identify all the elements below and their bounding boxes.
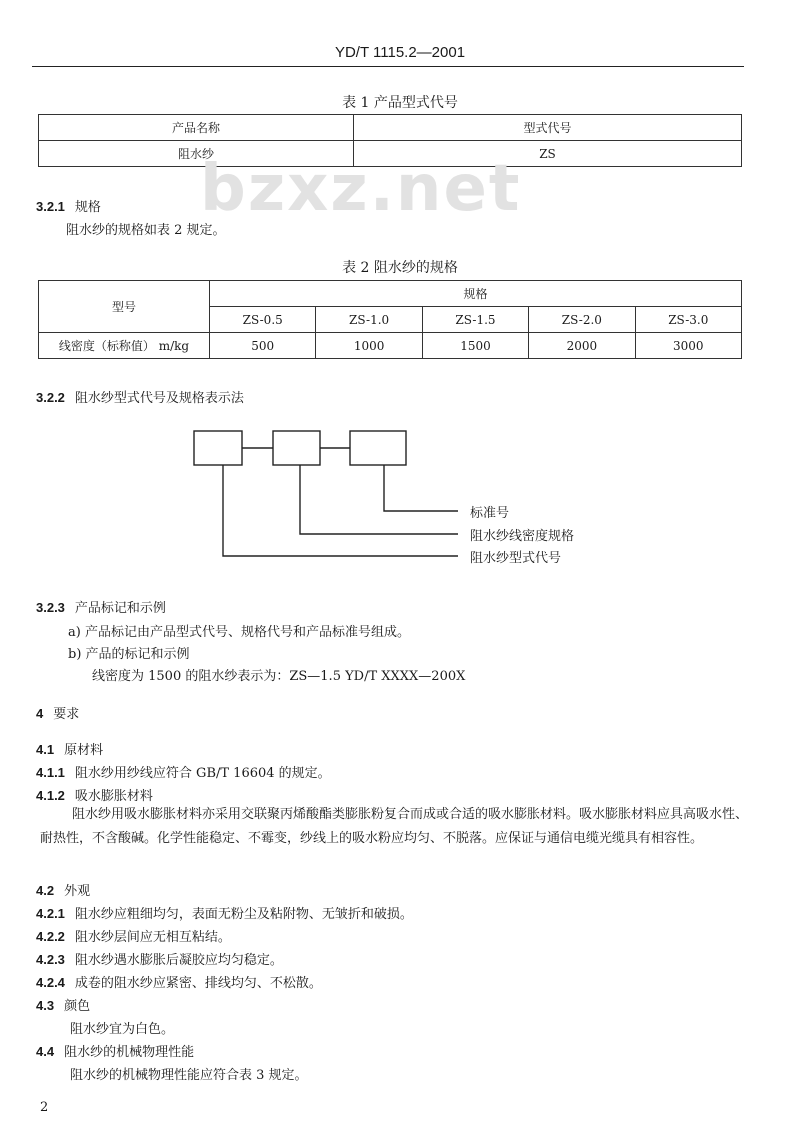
section-4-2-heading <box>36 880 90 899</box>
diagram-label-type: 阻水纱型式代号 <box>470 551 562 566</box>
table1-header-code: 型式代号 <box>354 115 742 141</box>
section-number: 3.2.1 <box>36 199 65 214</box>
table1-header-name: 产品名称 <box>39 115 354 141</box>
section-number: 3.2.3 <box>36 600 65 615</box>
section-title: 原材料 <box>64 743 104 758</box>
table2-model: ZS-3.0 <box>635 307 741 333</box>
section-number: 4.1 <box>36 742 55 757</box>
section-title: 阻水纱的机械物理性能 <box>64 1045 195 1060</box>
section-4-3-text: 阻水纱宜为白色。 <box>70 1022 175 1037</box>
table2-caption: 表 2 阻水纱的规格 <box>342 260 458 276</box>
section-text: 阻水纱用纱线应符合 GB/T 16604 的规定。 <box>74 766 331 781</box>
section-4-2-1 <box>36 903 413 922</box>
section-number: 4.1.1 <box>36 765 65 780</box>
section-3-2-3-example: 线密度为 1500 的阻水纱表示为：ZS—1.5 YD/T XXXX—200X <box>92 669 466 684</box>
section-number: 4.2.1 <box>36 906 65 921</box>
table2-model: ZS-1.5 <box>422 307 528 333</box>
diagram-box-standard <box>350 431 406 465</box>
section-title: 外观 <box>64 884 91 899</box>
table2-model: ZS-2.0 <box>529 307 635 333</box>
section-title: 颜色 <box>64 999 91 1014</box>
section-text: 阻水纱应粗细均匀，表面无粉尘及粘附物、无皱折和破损。 <box>74 907 413 922</box>
section-4-2-4 <box>36 972 322 991</box>
section-text: 阻水纱遇水膨胀后凝胶应均匀稳定。 <box>74 953 283 968</box>
table1-cell-name: 阻水纱 <box>39 141 354 167</box>
diagram-label-spec: 阻水纱线密度规格 <box>470 529 575 544</box>
diagram-leader-standard <box>384 465 458 511</box>
table2-value: 2000 <box>529 333 635 359</box>
section-title: 阻水纱型式代号及规格表示法 <box>74 391 244 406</box>
diagram-box-spec <box>273 431 320 465</box>
section-4-4-heading <box>36 1041 194 1060</box>
section-text: 成卷的阻水纱应紧密、排线均匀、不松散。 <box>74 976 322 991</box>
section-title: 规格 <box>74 200 101 215</box>
section-number: 4 <box>36 706 44 721</box>
section-number: 4.1.2 <box>36 788 65 803</box>
section-4-1-2-heading <box>36 785 153 804</box>
table2-model: ZS-1.0 <box>316 307 422 333</box>
table2-model: ZS-0.5 <box>210 307 316 333</box>
section-4-1-2-paragraph: 阻水纱用吸水膨胀材料亦采用交联聚丙烯酸酯类膨胀粉复合而成或合适的吸水膨胀材料。吸水膨胀材料应具高吸水性、耐热性，不含酸碱。化学性能稳定、不霉变，纱线上的吸水粉应均匀、不脱落。应保证与通信电缆光缆具有相容性。 <box>40 807 749 846</box>
section-4-2-2 <box>36 926 231 945</box>
standard-number-header: YD/T 1115.2—2001 <box>334 44 466 61</box>
table1-cell-code: ZS <box>354 141 742 167</box>
section-text: 阻水纱层间应无相互粘结。 <box>74 930 231 945</box>
table2-value: 1000 <box>316 333 422 359</box>
section-3-2-3-heading <box>36 597 166 616</box>
section-4-1-1 <box>36 762 331 781</box>
table1-caption: 表 1 产品型式代号 <box>342 95 458 111</box>
diagram-label-standard: 标准号 <box>470 506 510 521</box>
table2-value: 1500 <box>422 333 528 359</box>
section-number: 4.4 <box>36 1044 55 1059</box>
section-4-1-heading <box>36 739 103 758</box>
section-3-2-3-item-a: a) 产品标记由产品型式代号、规格代号和产品标准号组成。 <box>68 625 410 640</box>
section-title: 产品标记和示例 <box>74 601 166 616</box>
watermark: bzxz.net <box>200 152 522 226</box>
section-number: 4.2.4 <box>36 975 65 990</box>
section-title: 吸水膨胀材料 <box>74 789 153 804</box>
table2-value: 3000 <box>635 333 741 359</box>
table2-value: 500 <box>210 333 316 359</box>
section-number: 4.2.2 <box>36 929 65 944</box>
page-number: 2 <box>40 1100 49 1115</box>
section-number: 4.3 <box>36 998 55 1013</box>
section-4-2-3 <box>36 949 283 968</box>
section-title: 要求 <box>53 707 80 722</box>
table2-row-label: 线密度（标称值） m/kg <box>39 333 210 359</box>
section-3-2-1-text: 阻水纱的规格如表 2 规定。 <box>66 223 226 238</box>
section-3-2-3-item-b: b) 产品的标记和示例 <box>68 647 190 662</box>
section-number: 3.2.2 <box>36 390 65 405</box>
section-4-3-heading <box>36 995 90 1014</box>
table2-header-spec: 规格 <box>210 281 742 307</box>
diagram-leader-spec <box>300 465 458 534</box>
section-4-4-text: 阻水纱的机械物理性能应符合表 3 规定。 <box>70 1068 308 1083</box>
section-4-heading <box>36 703 79 722</box>
section-number: 4.2 <box>36 883 55 898</box>
diagram-box-type-code <box>194 431 242 465</box>
section-number: 4.2.3 <box>36 952 65 967</box>
table2-header-model: 型号 <box>39 281 210 333</box>
